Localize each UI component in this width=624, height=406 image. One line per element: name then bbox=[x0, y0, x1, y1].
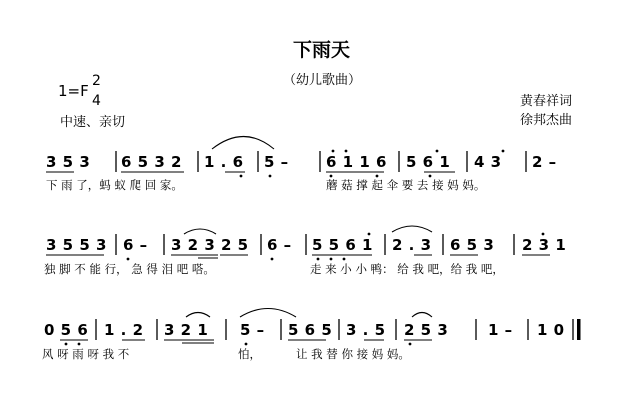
lyric-line: 独 脚 不 能 行， 急 得 泪 吧 嗒。 bbox=[44, 262, 215, 276]
measure: 3 2 1 bbox=[164, 321, 209, 339]
slur-arc bbox=[186, 313, 210, 318]
octave-dot bbox=[368, 233, 371, 236]
lyric-line: 让 我 替 你 接 妈 妈。 bbox=[296, 347, 410, 361]
measure: 2 3 1 bbox=[522, 236, 567, 254]
octave-dot bbox=[269, 175, 272, 178]
octave-dot bbox=[271, 258, 274, 261]
lyric-line: 蘑 菇 撑 起 伞 要 去 接 妈 妈。 bbox=[326, 178, 486, 192]
measure: 2 – bbox=[532, 153, 557, 171]
measure: 3 2 3 2 5 bbox=[171, 236, 249, 254]
slur-arc bbox=[392, 226, 432, 232]
octave-dot bbox=[343, 258, 346, 261]
octave-dot bbox=[317, 258, 320, 261]
measure: 1 – bbox=[488, 321, 513, 339]
octave-dot bbox=[78, 343, 81, 346]
measure: 5 6 5 bbox=[288, 321, 333, 339]
measure: 3 . 5 bbox=[346, 321, 386, 339]
time-signature-bottom: 4 bbox=[92, 93, 101, 109]
lyric-line: 下 雨 了，蚂 蚁 爬 回 家。 bbox=[46, 178, 183, 192]
measure: 5 6 1 bbox=[406, 153, 451, 171]
octave-dot bbox=[436, 150, 439, 153]
measure: 6 – bbox=[123, 236, 148, 254]
measure: 6 1 1 6 bbox=[326, 153, 387, 171]
measure: 3 5 5 3 bbox=[46, 236, 107, 254]
octave-dot bbox=[376, 175, 379, 178]
slur-arc bbox=[412, 313, 432, 318]
octave-dot bbox=[240, 175, 243, 178]
measure: 0 5 6 bbox=[44, 321, 89, 339]
song-subtitle: （幼儿歌曲） bbox=[283, 73, 362, 88]
lyric-line: 走 来 小 小 鸭： 给 我 吧，给 我 吧， bbox=[310, 262, 504, 276]
final-barline-thick bbox=[577, 319, 581, 340]
lyric-line: 怕， bbox=[238, 347, 261, 361]
measure: 2 5 3 bbox=[404, 321, 449, 339]
octave-dot bbox=[429, 175, 432, 178]
measure: 3 5 3 bbox=[46, 153, 91, 171]
octave-dot bbox=[345, 150, 348, 153]
octave-dot bbox=[245, 343, 248, 346]
measure: 5 – bbox=[264, 153, 289, 171]
octave-dot bbox=[65, 343, 68, 346]
octave-dot bbox=[332, 150, 335, 153]
song-title: 下雨天 bbox=[293, 39, 351, 61]
tie-arc bbox=[240, 309, 296, 318]
key-signature: 1=F bbox=[58, 82, 89, 100]
measure: 1 . 2 bbox=[104, 321, 144, 339]
tempo-marking: 中速、亲切 bbox=[60, 115, 126, 130]
octave-dot bbox=[502, 150, 505, 153]
tie-arc bbox=[212, 137, 274, 150]
time-signature-top: 2 bbox=[92, 73, 101, 89]
octave-dot bbox=[127, 258, 130, 261]
measure: 5 5 6 1 bbox=[312, 236, 373, 254]
octave-dot bbox=[409, 343, 412, 346]
measure: 4 3 bbox=[474, 153, 502, 171]
measure: 5 – bbox=[240, 321, 265, 339]
measure: 6 5 3 bbox=[450, 236, 495, 254]
slur-arc bbox=[184, 229, 216, 234]
octave-dot bbox=[330, 258, 333, 261]
lyric-line: 风 呀 雨 呀 我 不 bbox=[42, 347, 130, 361]
measure: 1 0 bbox=[537, 321, 565, 339]
octave-dot bbox=[330, 175, 333, 178]
octave-dot bbox=[542, 233, 545, 236]
measure: 1 . 6 bbox=[204, 153, 244, 171]
measure: 6 – bbox=[267, 236, 292, 254]
composer-credit: 徐邦杰曲 bbox=[520, 113, 573, 128]
measure: 2 . 3 bbox=[392, 236, 432, 254]
measure: 6 5 3 2 bbox=[121, 153, 182, 171]
lyricist-credit: 黄春祥词 bbox=[520, 94, 573, 109]
